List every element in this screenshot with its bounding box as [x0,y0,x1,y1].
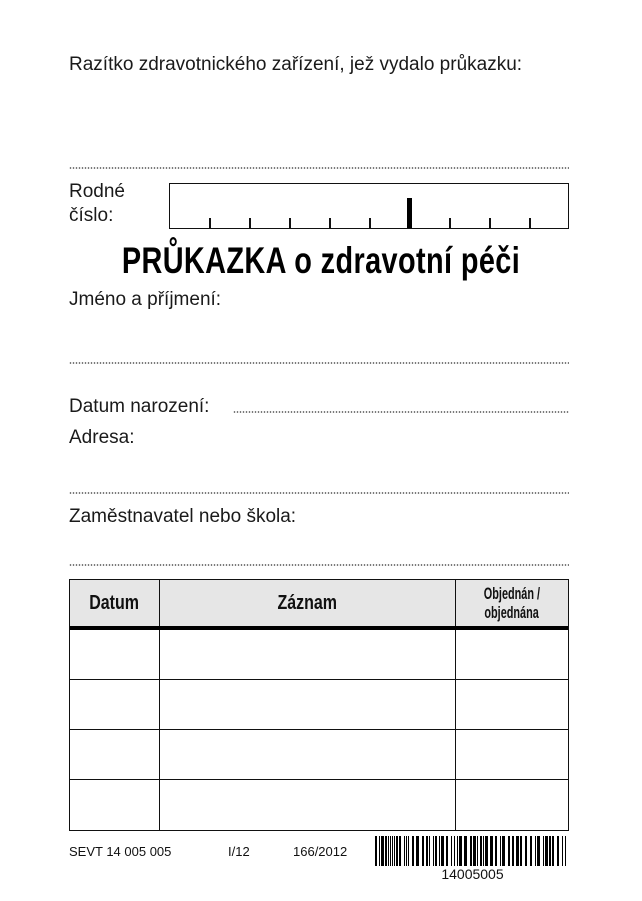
name-field[interactable] [69,362,569,364]
cell-date[interactable] [70,630,160,679]
barcode-bar [388,836,389,866]
barcode-bar [416,836,419,866]
table-row [70,680,568,730]
barcode-bar [396,836,398,866]
barcode-bar [446,836,448,866]
birth-number-field[interactable] [169,183,569,229]
barcode-bar [379,836,380,866]
barcode-bar [381,836,384,866]
barcode-bar [459,836,462,866]
barcode-bar [457,836,458,866]
digit-tick [249,218,251,228]
document-title: PRŮKAZKA o zdravotní péči [121,240,521,281]
birth-date-label: Datum narození: [69,396,210,417]
barcode-bar [500,836,501,866]
digit-tick [529,218,531,228]
barcode-bar [480,836,482,866]
barcode-bar [525,836,527,866]
cell-record[interactable] [160,630,456,679]
barcode-bar [512,836,514,866]
barcode-bar [435,836,437,866]
barcode-bar [477,836,478,866]
column-header-ordered-line2: objednána [484,603,539,622]
cell-date[interactable] [70,680,160,729]
barcode-bar [552,836,554,866]
digit-tick [449,218,451,228]
cell-ordered[interactable] [456,730,567,779]
digit-tick [329,218,331,228]
birth-number-label-line2: číslo: [69,205,114,226]
barcode-bar [394,836,395,866]
stamp-dotted-line [69,167,569,169]
employer-label: Zaměstnavatel nebo škola: [69,506,297,527]
barcode-bar [439,836,440,866]
regulation-number: 166/2012 [293,844,348,859]
barcode-bar [454,836,455,866]
barcode-bar [390,836,391,866]
table-header [70,580,568,630]
column-header-ordered-line1: Objednán / [483,584,540,603]
barcode-bar [483,836,484,866]
digit-tick [289,218,291,228]
barcode-bar [408,836,409,866]
barcode-bar [557,836,559,866]
table-row [70,730,568,780]
cell-record[interactable] [160,730,456,779]
barcode-bar [412,836,414,866]
edition-code: I/12 [228,844,250,859]
cell-ordered[interactable] [456,780,567,830]
barcode-bar [375,836,377,866]
digit-tick [369,218,371,228]
barcode-bar [490,836,493,866]
barcode-icon [375,836,570,866]
column-header-record: Záznam [160,580,456,626]
table-row [70,780,568,830]
barcode-bar [495,836,497,866]
barcode-bar [516,836,519,866]
birth-number-separator [407,198,412,228]
barcode-bar [535,836,536,866]
barcode-bar [426,836,428,866]
barcode-bar [562,836,563,866]
digit-tick [489,218,491,228]
name-label: Jméno a příjmení: [69,289,222,310]
cell-date[interactable] [70,780,160,830]
barcode-bar [399,836,401,866]
barcode-bar [464,836,467,866]
cell-ordered[interactable] [456,630,567,679]
cell-record[interactable] [160,780,456,830]
records-table [69,579,569,831]
barcode-bar [422,836,424,866]
address-label: Adresa: [69,427,135,448]
stamp-label: Razítko zdravotnického zařízení, jež vydalo průkazku: [69,54,523,75]
cell-ordered[interactable] [456,680,567,729]
publisher-code: SEVT 14 005 005 [69,844,172,859]
barcode-bar [537,836,540,866]
barcode-bar [530,836,532,866]
cell-date[interactable] [70,730,160,779]
barcode-bar [549,836,551,866]
barcode-number: 14005005 [441,866,504,882]
address-field[interactable] [69,492,569,494]
barcode-bar [508,836,510,866]
barcode-bar [520,836,522,866]
barcode-bar [385,836,387,866]
barcode-bar [433,836,434,866]
employer-field[interactable] [69,564,569,566]
table-row [70,630,568,680]
column-header-ordered [456,580,567,626]
barcode-bar [565,836,566,866]
digit-tick [209,218,211,228]
barcode-bar [543,836,544,866]
barcode-bar [473,836,476,866]
barcode-bar [470,836,472,866]
barcode-bar [404,836,405,866]
barcode-bar [485,836,488,866]
barcode-bar [441,836,444,866]
barcode-bar [545,836,548,866]
column-header-date: Datum [70,580,160,626]
barcode-bar [406,836,407,866]
cell-record[interactable] [160,680,456,729]
barcode-bar [451,836,452,866]
barcode-bar [392,836,393,866]
barcode-bar [429,836,430,866]
birth-number-label-line1: Rodné [69,181,125,202]
barcode-bar [502,836,505,866]
birth-date-field[interactable] [233,411,569,413]
